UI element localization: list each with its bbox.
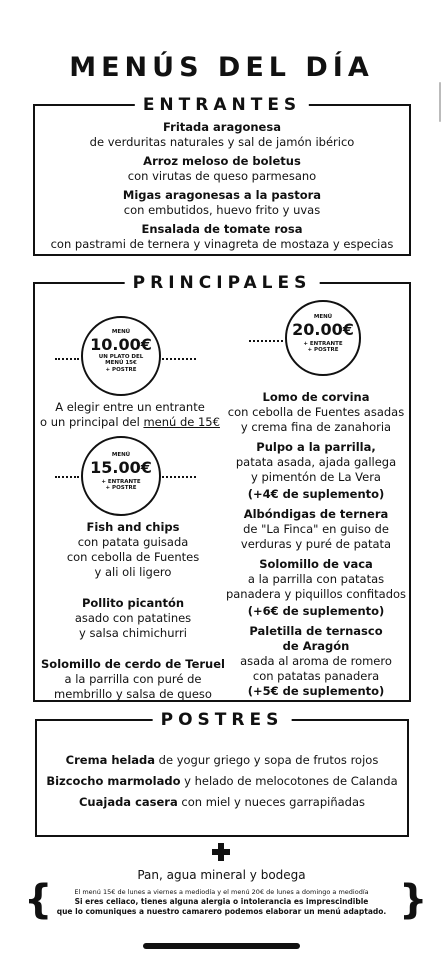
dotted-line	[55, 358, 79, 360]
dish-name: Pollito picantón	[81, 596, 185, 610]
menu-15-link: menú de 15€	[143, 415, 220, 429]
dish-name: Fish and chips	[86, 520, 180, 534]
dish-name: Migas aragonesas a la pastora	[122, 188, 322, 202]
left-brace-icon: {	[24, 877, 53, 923]
dish-desc: de verduritas naturales y sal de jamón ibérico	[89, 135, 355, 149]
dish-name: Lomo de corvina	[262, 390, 370, 404]
dish-desc: con patatas panadera	[252, 669, 380, 683]
dish-desc: y crema fina de zanahoria	[240, 420, 392, 434]
dish-desc: con patata guisada	[77, 535, 189, 549]
allergy-note: que lo comuniques a nuestro camarero podemos elaborar un menú adaptado.	[56, 906, 387, 916]
dish-name: Albóndigas de ternera	[243, 507, 389, 521]
dessert-item: Bizcocho marmolado y helado de melocotones de Calanda	[46, 774, 398, 788]
dish-desc: con cebolla de Fuentes asadas	[227, 405, 405, 419]
dessert-item: Crema helada de yogur griego y sopa de frutos rojos	[65, 753, 379, 767]
supplement: (+6€ de suplemento)	[247, 604, 385, 618]
entrantes-heading: ENTRANTES	[135, 94, 309, 116]
dish-desc: patata asada, ajada gallega	[235, 455, 397, 469]
dish-desc: a la parrilla con patatas	[247, 572, 385, 586]
dish-name: Paletilla de ternasco	[249, 624, 383, 638]
postres-section	[35, 710, 409, 837]
dessert-item: Cuajada casera con miel y nueces garrapiñadas	[78, 795, 365, 809]
dish-name: Pulpo a la parrilla,	[256, 440, 376, 454]
supplement: (+4€ de suplemento)	[247, 487, 385, 501]
choice-text: A elegir entre un entrante	[55, 400, 205, 414]
dish-desc: panadera y piquillos confitados	[225, 587, 407, 601]
dish-desc: y salsa chimichurri	[79, 626, 187, 640]
page-title: MENÚS DEL DÍA	[69, 52, 374, 83]
dish-desc: con pastrami de ternera y vinagreta de mostaza y especias	[50, 237, 394, 251]
entrantes-section	[33, 95, 411, 256]
menu-10-badge: MENÚ 10.00€ UN PLATO DEL MENÚ 15€ + POSTRE	[81, 316, 161, 396]
dotted-line	[162, 358, 196, 360]
dish-name: Solomillo de cerdo de Teruel	[41, 657, 225, 671]
dish-desc: membrillo y salsa de queso	[54, 687, 212, 701]
dish-desc: asada al aroma de romero	[240, 654, 392, 668]
menu-20-badge: MENÚ 20.00€ + ENTRANTE + POSTRE	[285, 300, 361, 376]
menu-15-badge: MENÚ 15.00€ + ENTRANTE + POSTRE	[81, 436, 161, 516]
postres-heading: POSTRES	[153, 709, 292, 731]
dish-desc: de "La Finca" en guiso de	[243, 522, 389, 536]
allergy-note: Si eres celiaco, tienes alguna alergia o intolerancia es imprescindible	[74, 897, 369, 906]
dish-name: Ensalada de tomate rosa	[141, 222, 303, 236]
home-indicator[interactable]	[143, 943, 300, 949]
principales-section	[33, 273, 411, 702]
dish-name: Fritada aragonesa	[163, 120, 281, 134]
dotted-line	[162, 476, 196, 478]
scrollbar[interactable]	[439, 82, 441, 122]
supplement: (+5€ de suplemento)	[247, 684, 385, 698]
choice-text: o un principal del menú de 15€	[40, 415, 220, 429]
dish-desc: y ali oli ligero	[94, 565, 172, 579]
dish-name: Arroz meloso de boletus	[143, 154, 301, 168]
included-text: Pan, agua mineral y bodega	[137, 868, 306, 882]
dish-desc: con virutas de queso parmesano	[127, 169, 317, 183]
dish-name: de Aragón	[282, 639, 350, 653]
plus-icon	[212, 843, 230, 861]
dish-desc: con cebolla de Fuentes	[66, 550, 200, 564]
dish-desc: verduras y puré de patata	[240, 537, 392, 551]
right-brace-icon: }	[399, 877, 428, 923]
dish-desc: a la parrilla con puré de	[64, 672, 202, 686]
dotted-line	[55, 476, 79, 478]
dish-name: Solomillo de vaca	[259, 557, 373, 571]
principales-heading: PRINCIPALES	[125, 272, 320, 294]
dotted-line	[249, 340, 283, 342]
dish-desc: y pimentón de La Vera	[251, 470, 381, 484]
schedule-note: El menú 15€ de lunes a viernes a mediodía y el menú 20€ de lunes a domingo a mediodía	[74, 888, 369, 896]
dish-desc: con embutidos, huevo frito y uvas	[123, 203, 321, 217]
dish-desc: asado con patatines	[74, 611, 192, 625]
